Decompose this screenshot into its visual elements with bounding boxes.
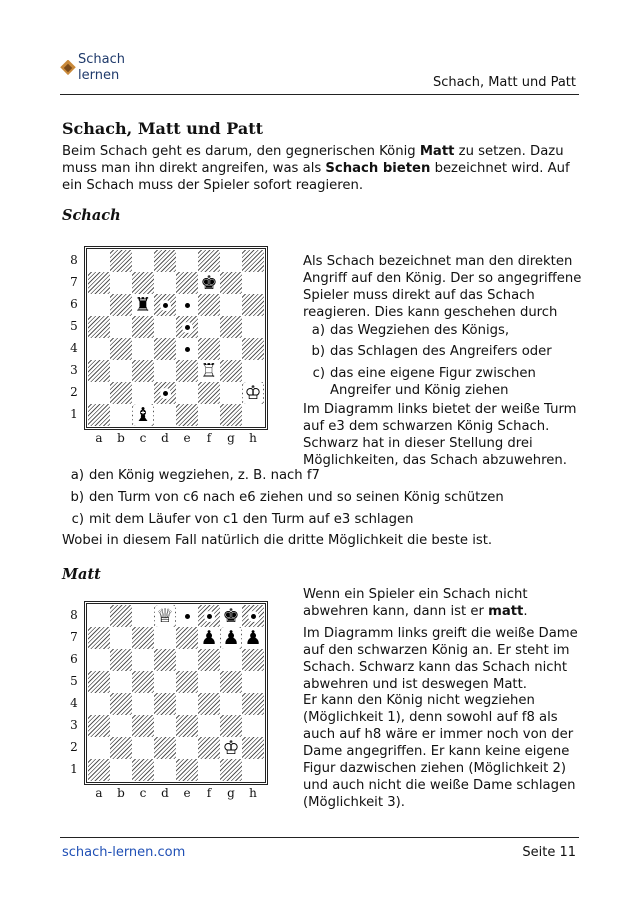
file-label: e xyxy=(183,431,191,445)
square-b4 xyxy=(110,693,132,715)
square-f7 xyxy=(198,272,220,294)
square-h2 xyxy=(242,737,264,759)
file-label: g xyxy=(227,431,235,445)
square-a8 xyxy=(88,605,110,627)
rank-label: 8 xyxy=(70,253,78,267)
square-c8 xyxy=(132,250,154,272)
square-e3 xyxy=(176,715,198,737)
square-c7 xyxy=(132,627,154,649)
square-f2 xyxy=(198,737,220,759)
square-d8 xyxy=(154,250,176,272)
black-bishop-icon: ♝ xyxy=(134,404,152,426)
square-d1 xyxy=(154,404,176,426)
square-g7 xyxy=(220,627,242,649)
rank-label: 5 xyxy=(70,674,78,688)
square-d4 xyxy=(154,693,176,715)
black-king-icon: ♚ xyxy=(222,605,240,627)
move-dot-icon xyxy=(163,303,168,308)
text-line: (Möglichkeit 1), denn sowohl auf f8 als xyxy=(303,710,558,725)
text-line: auf den schwarzen König an. Er steht im xyxy=(303,643,570,658)
square-g8 xyxy=(220,605,242,627)
square-e8 xyxy=(176,605,198,627)
square-d7 xyxy=(154,627,176,649)
text-line: Möglichkeiten, das Schach abzuwehren. xyxy=(303,453,567,468)
file-label: a xyxy=(95,431,103,445)
text-line: Im Diagramm links bietet der weiße Turm xyxy=(303,402,577,417)
square-g5 xyxy=(220,671,242,693)
website-link[interactable]: schach-lernen.com xyxy=(62,845,186,860)
square-a7 xyxy=(88,627,110,649)
white-queen-icon: ♕ xyxy=(156,605,174,627)
square-a2 xyxy=(88,382,110,404)
square-c4 xyxy=(132,338,154,360)
square-g4 xyxy=(220,338,242,360)
white-rook-icon: ♖ xyxy=(200,360,218,382)
square-d3 xyxy=(154,715,176,737)
square-f4 xyxy=(198,693,220,715)
square-a3 xyxy=(88,715,110,737)
rank-label: 7 xyxy=(70,275,78,289)
text-line: Dame angegriffen. Er kann keine eigene xyxy=(303,744,570,759)
square-d6 xyxy=(154,649,176,671)
square-g1 xyxy=(220,759,242,781)
rank-label: 2 xyxy=(70,385,78,399)
square-e4 xyxy=(176,338,198,360)
square-e1 xyxy=(176,404,198,426)
file-label: b xyxy=(117,786,125,800)
square-d2 xyxy=(154,382,176,404)
square-e5 xyxy=(176,671,198,693)
text-line: Er kann den König nicht wegziehen xyxy=(303,693,535,708)
text-line: Als Schach bezeichnet man den direkten xyxy=(303,254,573,269)
square-h8 xyxy=(242,250,264,272)
square-h8 xyxy=(242,605,264,627)
rank-label: 1 xyxy=(70,762,78,776)
square-a6 xyxy=(88,294,110,316)
intro-line-3: ein Schach muss der Spieler sofort reagieren. xyxy=(62,178,364,193)
square-h7 xyxy=(242,627,264,649)
square-b5 xyxy=(110,316,132,338)
rank-label: 4 xyxy=(70,341,78,355)
square-b4 xyxy=(110,338,132,360)
text-line: Spieler muss direkt auf das Schach xyxy=(303,288,535,303)
rank-label: 5 xyxy=(70,319,78,333)
answer-c: c) mit dem Läufer von c1 den Turm auf e3 schlagen xyxy=(71,512,414,527)
footer-divider xyxy=(60,837,579,838)
square-a6 xyxy=(88,649,110,671)
square-d5 xyxy=(154,316,176,338)
rank-label: 6 xyxy=(70,652,78,666)
answer-b: b) den Turm von c6 nach e6 ziehen und so seinen König schützen xyxy=(70,490,504,505)
square-e4 xyxy=(176,693,198,715)
move-dot-icon xyxy=(185,347,190,352)
square-b1 xyxy=(110,759,132,781)
square-b3 xyxy=(110,715,132,737)
file-label: a xyxy=(95,786,103,800)
running-title: Schach, Matt und Patt xyxy=(432,75,576,90)
intro-line-1: Beim Schach geht es darum, den gegnerischen König Matt zu setzen. Dazu xyxy=(62,144,564,159)
text-line: Schach. Schwarz kann das Schach nicht xyxy=(303,660,568,675)
square-a1 xyxy=(88,759,110,781)
rank-label: 3 xyxy=(70,363,78,377)
text-line: (Möglichkeit 3). xyxy=(303,795,405,810)
square-g4 xyxy=(220,693,242,715)
black-pawn-icon: ♟ xyxy=(222,627,240,649)
schach-diagram-explanation xyxy=(303,401,583,469)
square-f1 xyxy=(198,404,220,426)
square-d7 xyxy=(154,272,176,294)
square-e1 xyxy=(176,759,198,781)
square-c6 xyxy=(132,294,154,316)
rank-label: 7 xyxy=(70,630,78,644)
square-g6 xyxy=(220,294,242,316)
square-d4 xyxy=(154,338,176,360)
square-g3 xyxy=(220,715,242,737)
black-pawn-icon: ♟ xyxy=(244,627,262,649)
square-f2 xyxy=(198,382,220,404)
rank-label: 2 xyxy=(70,740,78,754)
square-e6 xyxy=(176,649,198,671)
schach-conclusion: Wobei in diesem Fall natürlich die dritte Möglichkeit die beste ist. xyxy=(62,533,493,548)
text-line: Wenn ein Spieler ein Schach nicht xyxy=(303,587,528,602)
square-h7 xyxy=(242,272,264,294)
square-f6 xyxy=(198,294,220,316)
square-c4 xyxy=(132,693,154,715)
square-d5 xyxy=(154,671,176,693)
section-heading-matt: Matt xyxy=(62,566,101,583)
option-b: b) das Schlagen des Angreifers oder xyxy=(311,344,552,359)
file-label: b xyxy=(117,431,125,445)
move-dot-icon xyxy=(207,614,212,619)
square-h2 xyxy=(242,382,264,404)
file-label: c xyxy=(139,786,147,800)
file-label: g xyxy=(227,786,235,800)
square-f5 xyxy=(198,316,220,338)
rank-label: 4 xyxy=(70,696,78,710)
square-h3 xyxy=(242,360,264,382)
square-b7 xyxy=(110,272,132,294)
page-number: Seite 11 xyxy=(522,845,576,860)
square-h6 xyxy=(242,649,264,671)
square-c5 xyxy=(132,316,154,338)
square-d8 xyxy=(154,605,176,627)
square-h5 xyxy=(242,316,264,338)
square-c1 xyxy=(132,759,154,781)
square-f3 xyxy=(198,715,220,737)
square-h5 xyxy=(242,671,264,693)
square-c6 xyxy=(132,649,154,671)
move-dot-icon xyxy=(163,391,168,396)
logo xyxy=(60,50,170,90)
square-g3 xyxy=(220,360,242,382)
text-line: Schwarz hat in dieser Stellung drei xyxy=(303,436,533,451)
white-king-icon: ♔ xyxy=(222,737,240,759)
square-f8 xyxy=(198,250,220,272)
square-a5 xyxy=(88,671,110,693)
square-b7 xyxy=(110,627,132,649)
file-label: f xyxy=(206,431,212,445)
square-a8 xyxy=(88,250,110,272)
square-e7 xyxy=(176,272,198,294)
rank-label: 8 xyxy=(70,608,78,622)
square-f5 xyxy=(198,671,220,693)
schach-definition xyxy=(303,253,583,321)
square-g6 xyxy=(220,649,242,671)
square-c5 xyxy=(132,671,154,693)
move-dot-icon xyxy=(185,325,190,330)
board-grid xyxy=(88,605,264,781)
square-h3 xyxy=(242,715,264,737)
move-dot-icon xyxy=(251,614,256,619)
square-g1 xyxy=(220,404,242,426)
square-e6 xyxy=(176,294,198,316)
square-b1 xyxy=(110,404,132,426)
text-line: Angriff auf den König. Der so angegriffene xyxy=(303,271,582,286)
matt-reasoning xyxy=(303,692,583,811)
logo-text-top: Schach xyxy=(78,52,125,67)
square-a2 xyxy=(88,737,110,759)
square-c3 xyxy=(132,715,154,737)
square-h1 xyxy=(242,759,264,781)
square-a7 xyxy=(88,272,110,294)
matt-definition xyxy=(303,586,583,620)
square-b5 xyxy=(110,671,132,693)
square-e2 xyxy=(176,382,198,404)
square-b2 xyxy=(110,737,132,759)
square-b6 xyxy=(110,294,132,316)
text-line: auch auf h8 wäre er immer noch von der xyxy=(303,727,574,742)
rank-label: 6 xyxy=(70,297,78,311)
square-e8 xyxy=(176,250,198,272)
square-h4 xyxy=(242,693,264,715)
rank-label: 1 xyxy=(70,407,78,421)
square-c1 xyxy=(132,404,154,426)
text-line: auf e3 dem schwarzen König Schach. xyxy=(303,419,550,434)
square-e3 xyxy=(176,360,198,382)
square-d1 xyxy=(154,759,176,781)
square-c8 xyxy=(132,605,154,627)
file-label: d xyxy=(161,431,169,445)
square-a1 xyxy=(88,404,110,426)
square-f1 xyxy=(198,759,220,781)
square-a5 xyxy=(88,316,110,338)
matt-diagram-explanation xyxy=(303,625,583,693)
text-line: abwehren und ist deswegen Matt. xyxy=(303,677,527,692)
square-g2 xyxy=(220,382,242,404)
text-line: und auch nicht die weiße Dame schlagen xyxy=(303,778,576,793)
square-g2 xyxy=(220,737,242,759)
chess-knight-logo-icon xyxy=(60,60,76,76)
square-e7 xyxy=(176,627,198,649)
text-line: abwehren kann, dann ist er matt. xyxy=(303,604,528,619)
square-h6 xyxy=(242,294,264,316)
option-a: a) das Wegziehen des Königs, xyxy=(311,323,510,338)
white-king-icon: ♔ xyxy=(244,382,262,404)
text-line: reagieren. Dies kann geschehen durch xyxy=(303,305,558,320)
square-e5 xyxy=(176,316,198,338)
logo-text-bottom: lernen xyxy=(78,68,120,83)
option-c: c) das eine eigene Figur zwischen Angreifer und König ziehen xyxy=(312,366,536,398)
square-f7 xyxy=(198,627,220,649)
text-line: Figur dazwischen ziehen (Möglichkeit 2) xyxy=(303,761,567,776)
answer-a: a) den König wegziehen, z. B. nach f7 xyxy=(70,468,320,483)
square-f3 xyxy=(198,360,220,382)
square-a4 xyxy=(88,693,110,715)
black-rook-icon: ♜ xyxy=(134,294,152,316)
square-g7 xyxy=(220,272,242,294)
board-grid xyxy=(88,250,264,426)
square-d2 xyxy=(154,737,176,759)
square-c7 xyxy=(132,272,154,294)
file-label: e xyxy=(183,786,191,800)
square-h4 xyxy=(242,338,264,360)
move-dot-icon xyxy=(185,614,190,619)
file-label: h xyxy=(249,786,257,800)
black-king-icon: ♚ xyxy=(200,272,218,294)
text-line: Im Diagramm links greift die weiße Dame xyxy=(303,626,578,641)
square-h1 xyxy=(242,404,264,426)
file-label: h xyxy=(249,431,257,445)
square-b6 xyxy=(110,649,132,671)
section-heading-schach: Schach xyxy=(62,207,121,224)
rank-label: 3 xyxy=(70,718,78,732)
square-d3 xyxy=(154,360,176,382)
square-b2 xyxy=(110,382,132,404)
black-pawn-icon: ♟ xyxy=(200,627,218,649)
page-title: Schach, Matt und Patt xyxy=(62,119,264,138)
square-g8 xyxy=(220,250,242,272)
square-g5 xyxy=(220,316,242,338)
square-f8 xyxy=(198,605,220,627)
intro-line-2: muss man ihn direkt angreifen, was als Schach bieten bezeichnet wird. Auf xyxy=(62,161,570,176)
square-c3 xyxy=(132,360,154,382)
square-a3 xyxy=(88,360,110,382)
square-e2 xyxy=(176,737,198,759)
file-label: d xyxy=(161,786,169,800)
square-b8 xyxy=(110,605,132,627)
file-label: f xyxy=(206,786,212,800)
square-f4 xyxy=(198,338,220,360)
square-d6 xyxy=(154,294,176,316)
square-f6 xyxy=(198,649,220,671)
square-b8 xyxy=(110,250,132,272)
square-a4 xyxy=(88,338,110,360)
header-divider xyxy=(60,94,579,95)
file-label: c xyxy=(139,431,147,445)
move-dot-icon xyxy=(185,303,190,308)
square-c2 xyxy=(132,382,154,404)
square-c2 xyxy=(132,737,154,759)
square-b3 xyxy=(110,360,132,382)
